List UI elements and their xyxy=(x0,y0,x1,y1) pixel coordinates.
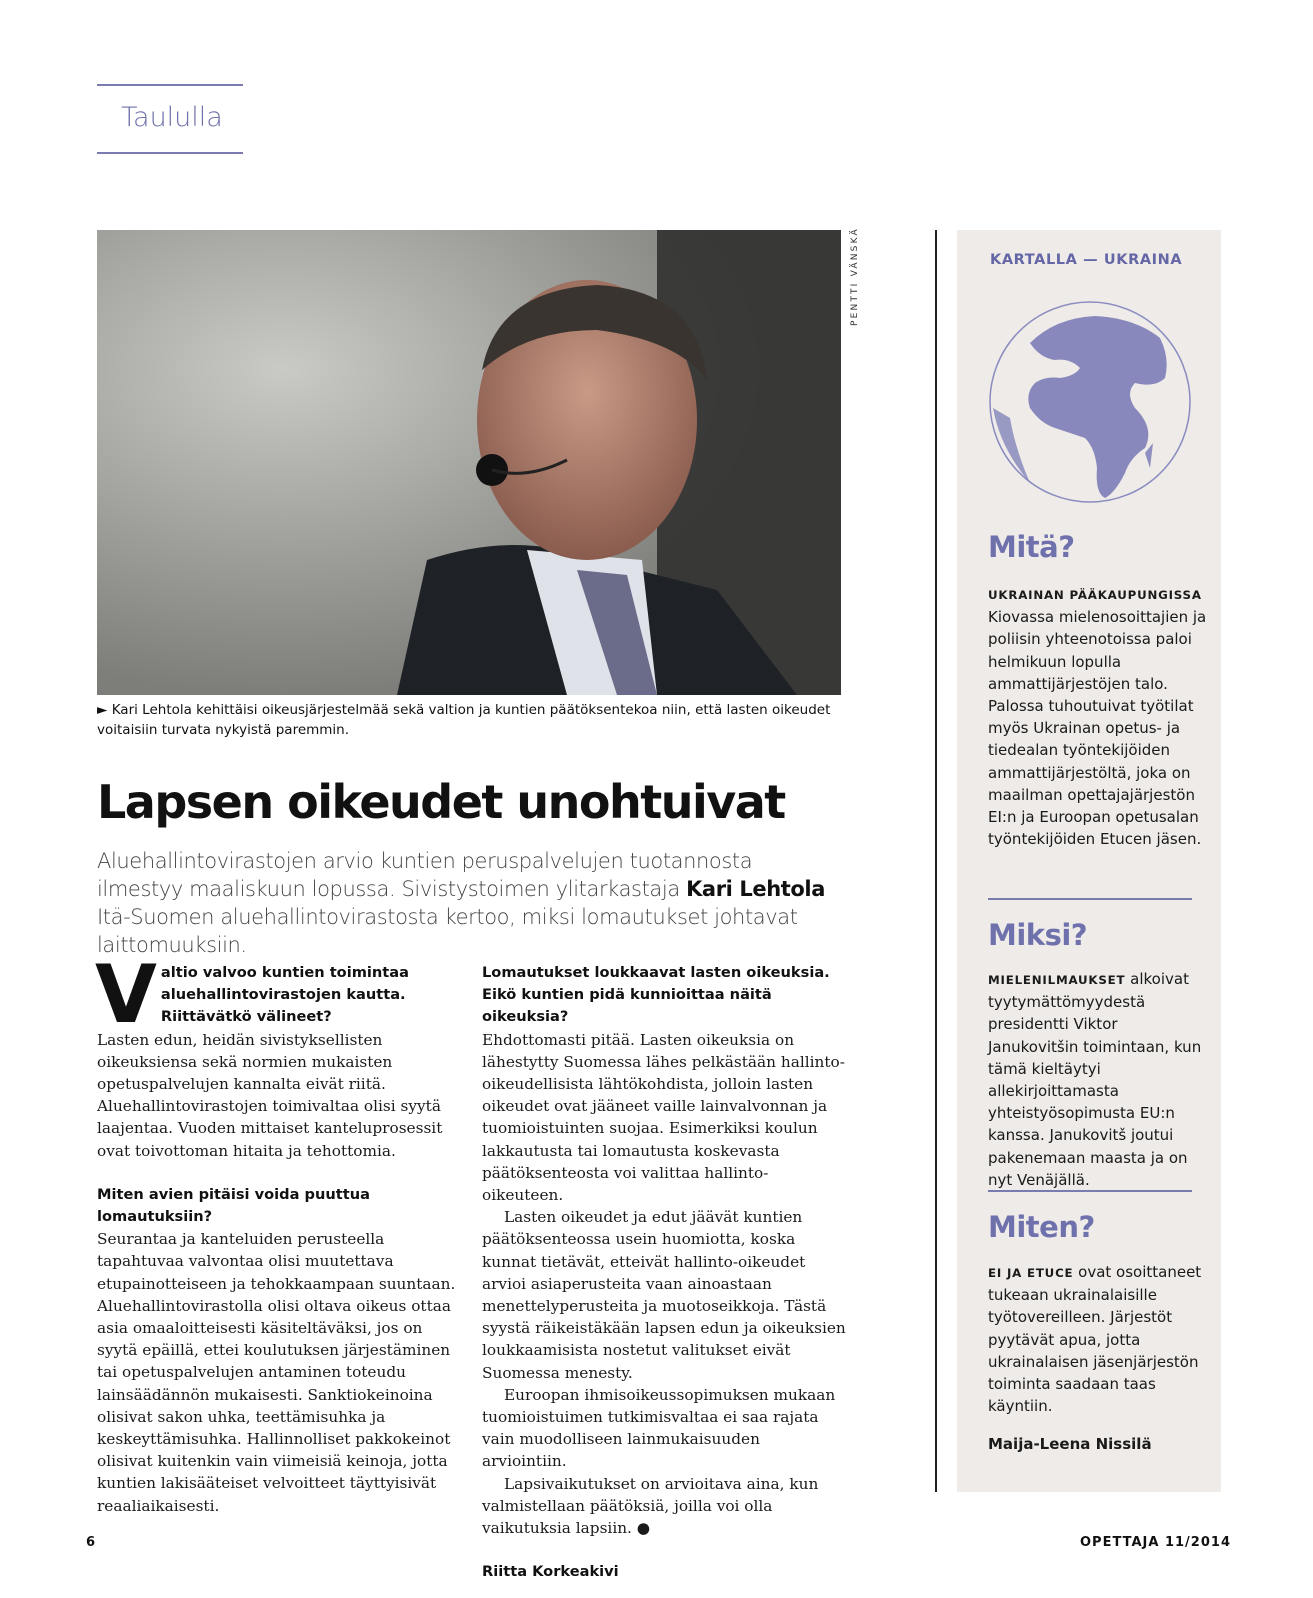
photo-caption xyxy=(97,700,837,740)
article-column-2 xyxy=(482,962,847,1583)
article-headline: Lapsen oikeudet unohtuivat xyxy=(97,775,785,829)
globe-icon xyxy=(985,298,1195,506)
answer-2: Seurantaa ja kanteluiden perusteella tapahtuvaa valvontaa olisi muutettava etupainotteiseen ja tehokkaampaan suuntaan. Aluehallintovirastolla olisi oltava oikeus ottaa asia omaaloitteisesti käsiteltäväksi, jos on syytä epäillä, ettei koulutuksen järjestäminen tai opetuspalvelujen antaminen toteudu lainsäädännön mukaisesti. Sanktiokeinoina olisivat sakon uhka, teettämisuhka ja keskeyttämisuhka. Hallinnolliset pakkokeinot olisivat kuitenkin vain viimeisiä keinoja, jotta kuntien lakisääteiset velvoitteet täyttyisivät reaaliaikaisesti. xyxy=(97,1230,456,1515)
sidebar-byline: Maija-Leena Nissilä xyxy=(988,1435,1152,1453)
answer-3: Ehdottomasti pitää. Lasten oikeuksia on lähestytty Suomessa lähes pelkästään hallinto-oikeudellisista lähtökohdista, jolloin lasten oikeudet ovat jääneet vaille lainvalvonnan ja tuomioistuinten suojaa. Esimerkiksi koulun lakkautusta tai lomautusta koskevasta päätöksenteosta voi valittaa hallinto-oikeuteen. xyxy=(482,1030,845,1205)
sidebar-heading-miten: Miten? xyxy=(988,1210,1095,1244)
sidebar-kicker-miten: EI JA ETUCE xyxy=(988,1266,1074,1280)
interviewee-name: Kari Lehtola xyxy=(686,877,825,901)
answer-5: Euroopan ihmisoikeussopimuksen mukaan tuomioistuimen tutkimisvaltaa ei saa rajata vain muodolliseen lainmukaisuuden arviointiin. xyxy=(482,1385,836,1471)
question-3: Lomautukset loukkaavat lasten oikeuksia. Eikö kuntien pidä kunnioittaa näitä oikeuksia? xyxy=(482,964,830,1026)
article-photo xyxy=(97,230,841,695)
drop-cap: V xyxy=(95,948,157,1041)
article-column-1 xyxy=(95,948,462,1517)
publication-issue: OPETTAJA 11/2014 xyxy=(1080,1535,1231,1550)
article-byline: Riitta Korkeakivi xyxy=(482,1563,619,1581)
photo-credit: PENTTI VÄNSKÄ xyxy=(850,227,860,326)
sidebar-heading-mita: Mitä? xyxy=(988,530,1075,564)
article-lead: Aluehallintovirastojen arvio kuntien peruspalvelujen tuotannosta ilmestyy maaliskuun lopussa. Sivistystoimen ylitarkastaja Kari Lehtola Itä-Suomen aluehallintovirastosta kertoo, miksi lomautukset johtavat laittomuuksiin. xyxy=(97,849,825,957)
answer-1: Lasten edun, heidän sivistyksellisten oikeuksiensa sekä normien mukaisten opetuspalvelujen kannalta eivät riitä. Aluehallintovirastojen toimivaltaa olisi syytä laajentaa. Vuoden mittaiset kanteluprosessit ovat toivottoman hitaita ja tehottomia. xyxy=(97,1030,443,1160)
section-label: Taululla xyxy=(121,102,223,133)
sidebar-divider xyxy=(988,898,1192,900)
caption-text: Kari Lehtola kehittäisi oikeusjärjestelmää sekä valtion ja kuntien päätöksentekoa niin, että lasten oikeudet voitaisiin turvata nykyistä paremmin. xyxy=(97,702,831,738)
sidebar-kicker-mita: UKRAINAN PÄÄKAUPUNGISSA xyxy=(988,588,1202,602)
answer-6: Lapsivaikutukset on arvioitava aina, kun valmistellaan päätöksiä, joilla voi olla vaikutuksia lapsiin. ● xyxy=(482,1474,819,1538)
column-divider xyxy=(935,230,937,1492)
sidebar-divider xyxy=(988,1190,1192,1192)
question-2: Miten avien pitäisi voida puuttua lomautuksiin? xyxy=(97,1185,370,1226)
sidebar-text-miksi: MIELENILMAUKSET alkoivat tyytymättömyydestä presidentti Viktor Janukovitšin toimintaan, kun tämä kieltäytyi allekirjoittamasta yhteistyösopimusta EU:n kanssa. Janukovitš joutui pakenemaan maasta ja on nyt Venäjällä. xyxy=(988,970,1202,1189)
caption-marker-icon: ► xyxy=(97,702,108,718)
question-1: altio valvoo kuntien toimintaa aluehallintovirastojen kautta. Riittävätkö välineet? xyxy=(160,964,409,1026)
portrait-illustration xyxy=(97,230,841,695)
sidebar-text-miten: EI JA ETUCE ovat osoittaneet tukeaan ukrainalaisille työtovereilleen. Järjestöt pyytävät apua, jotta ukrainalaisen jäsenjärjestön toiminta saadaan taas käyntiin. xyxy=(988,1263,1202,1416)
page-number: 6 xyxy=(86,1535,96,1550)
sidebar-heading-miksi: Miksi? xyxy=(988,918,1088,952)
sidebar-kicker-miksi: MIELENILMAUKSET xyxy=(988,973,1126,987)
answer-4: Lasten oikeudet ja edut jäävät kuntien päätöksenteossa usein huomiotta, koska kunnat tietävät, etteivät hallinto-oikeudet arvioi asiaperusteita vaan ainoastaan menettelyperusteita ja muotoseikkoja. Tästä syystä räikeistäkään lapsen edun ja oikeuksien loukkaamisista nostetut valitukset eivät Suomessa menesty. xyxy=(482,1208,846,1382)
sidebar-kicker: KARTALLA — UKRAINA xyxy=(990,252,1183,268)
sidebar-text-mita: UKRAINAN PÄÄKAUPUNGISSA Kiovassa mielenosoittajien ja poliisin yhteenotoissa paloi helmikuun lopulla ammattijärjestöjen talo. Palossa tuhoutuivat työtilat myös Ukrainan opetus- ja tiedealan työntekijöiden ammattijärjestöltä, joka on maailman opettajajärjestön EI:n ja Euroopan opetusalan työntekijöiden Etucen jäsen. xyxy=(988,584,1210,850)
end-mark-icon: ● xyxy=(636,1519,651,1538)
section-tag xyxy=(97,84,243,154)
